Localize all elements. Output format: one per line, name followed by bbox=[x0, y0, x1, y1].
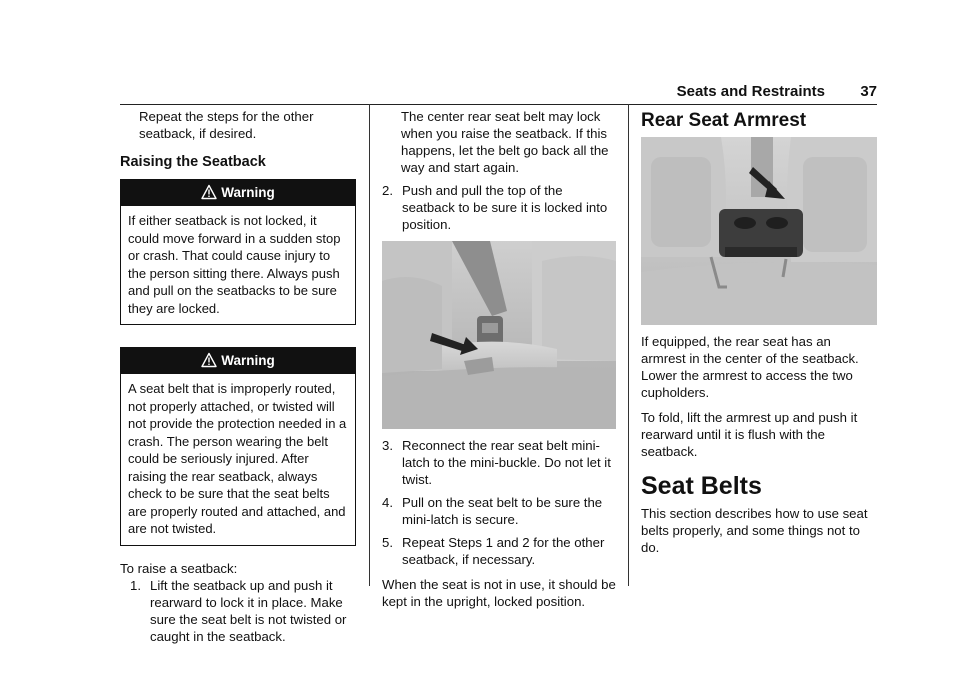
step-number: 1. bbox=[130, 577, 141, 593]
warning-text-1: If either seatback is not locked, it could move forward in a sudden stop or crash. That could cause injury to the person sitting there. Always push and pull on the seatbacks to be sure they are locked. bbox=[128, 213, 341, 316]
column-divider-2 bbox=[628, 104, 629, 586]
seat-belts-heading: Seat Belts bbox=[641, 472, 762, 500]
intro-text: Repeat the steps for the other seatback, if desired. bbox=[139, 109, 314, 141]
raise-steps-list bbox=[130, 577, 356, 645]
page-number: 37 bbox=[860, 83, 877, 100]
step-text: Push and pull the top of the seatback to be sure it is locked into position. bbox=[402, 183, 608, 232]
armrest-illustration bbox=[641, 137, 877, 325]
section-title: Seats and Restraints bbox=[676, 83, 825, 100]
warning-label-1: Warning bbox=[221, 185, 275, 200]
step-text: Repeat Steps 1 and 2 for the other seatback, if necessary. bbox=[402, 535, 605, 567]
seat-belt-illustration bbox=[382, 241, 616, 429]
step-text: Lift the seatback up and push it rearward to lock it in place. Make sure the seat belt is not twisted or caught in the seatback. bbox=[150, 577, 347, 644]
armrest-photo bbox=[641, 137, 877, 325]
warning-label-2: Warning bbox=[221, 353, 275, 368]
armrest-para-1: If equipped, the rear seat has an armrest in the center of the seatback. Lower the armrest to access the two cupholders. bbox=[641, 334, 859, 400]
seat-belts-intro: This section describes how to use seat belts properly, and some things not to do. bbox=[641, 506, 868, 555]
warning-box-2 bbox=[120, 347, 356, 546]
warning-triangle-icon bbox=[201, 184, 217, 200]
rear-seat-armrest-heading: Rear Seat Armrest bbox=[641, 110, 807, 131]
step-1 bbox=[130, 577, 356, 645]
raising-seatback-heading: Raising the Seatback bbox=[120, 154, 266, 170]
page-header bbox=[120, 83, 877, 105]
seat-belt-photo bbox=[382, 241, 616, 429]
step-4 bbox=[382, 494, 616, 528]
column-divider-1 bbox=[369, 104, 370, 586]
column-3 bbox=[641, 108, 877, 556]
step-3 bbox=[382, 437, 616, 488]
step-number: 3. bbox=[382, 438, 393, 453]
warning-text-2: A seat belt that is improperly routed, not properly attached, or twisted will not provide the protection needed in a crash. The person wearing the belt could be seriously injured. After raising the rear seatback, always check to be sure that the seat belts are properly routed and attached, and are not twisted. bbox=[128, 381, 347, 536]
step-number: 5. bbox=[382, 535, 393, 550]
warning-header-2 bbox=[121, 348, 355, 374]
column-2 bbox=[382, 108, 616, 610]
center-belt-note: The center rear seat belt may lock when you raise the seatback. If this happens, let the belt go back all the way and start again. bbox=[401, 109, 609, 175]
step-text: Pull on the seat belt to be sure the mini-latch is secure. bbox=[402, 495, 603, 527]
step-5 bbox=[382, 534, 616, 568]
column-1 bbox=[120, 108, 356, 645]
header-rule bbox=[120, 104, 877, 105]
warning-triangle-icon bbox=[201, 352, 217, 368]
step-2 bbox=[382, 182, 616, 233]
steps-list-b bbox=[382, 437, 616, 568]
upright-position-text: When the seat is not in use, it should be kept in the upright, locked position. bbox=[382, 577, 616, 609]
step-text: Reconnect the rear seat belt mini-latch to the mini-buckle. Do not let it twist. bbox=[402, 438, 611, 487]
step-number: 4. bbox=[382, 495, 393, 510]
warning-box-1 bbox=[120, 179, 356, 325]
armrest-para-2: To fold, lift the armrest up and push it rearward until it is flush with the seatback. bbox=[641, 410, 858, 459]
warning-header-1 bbox=[121, 180, 355, 206]
steps-list-a bbox=[382, 182, 616, 233]
step-number: 2. bbox=[382, 183, 393, 198]
raise-lead-text: To raise a seatback: bbox=[120, 560, 238, 576]
